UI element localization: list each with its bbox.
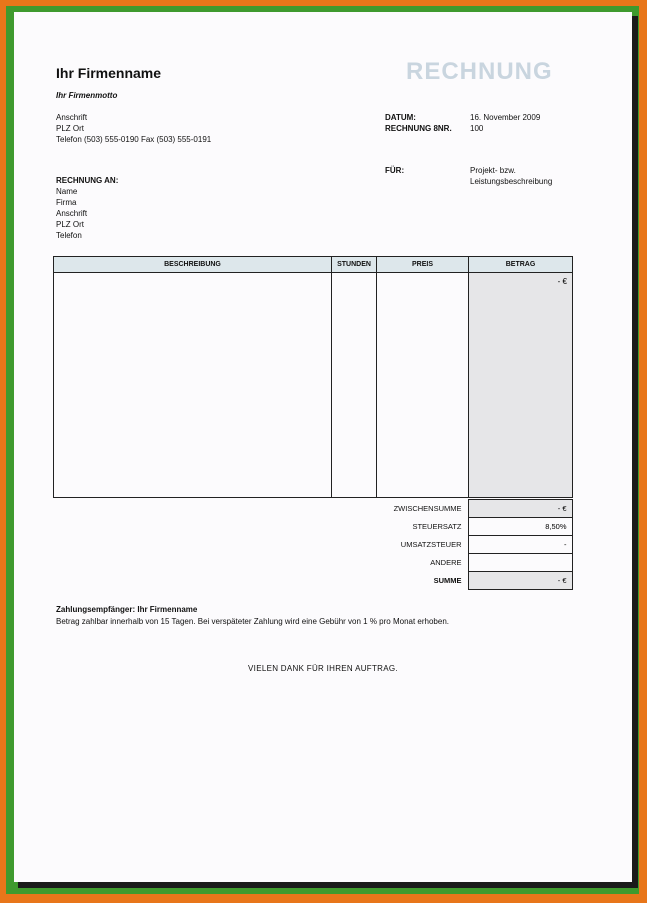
vat-value: -: [468, 536, 572, 554]
for-line: Projekt- bzw.: [470, 166, 516, 175]
bill-to-block: [56, 175, 118, 241]
for-label: FÜR:: [385, 166, 405, 175]
bill-to-line: PLZ Ort: [56, 220, 85, 229]
items-header-row: [54, 257, 573, 273]
payment-terms: Betrag zahlbar innerhalb von 15 Tagen. Bei verspäteter Zahlung wird eine Gebühr von 1 % pro Monat erhoben.: [56, 617, 449, 626]
totals-table: [314, 499, 573, 590]
company-name: Ihr Firmenname: [56, 65, 162, 81]
items-body-row: [54, 273, 573, 498]
header-description: BESCHREIBUNG: [54, 257, 332, 273]
sum-label: SUMME: [433, 576, 462, 585]
invoice-number-value: 100: [470, 124, 484, 133]
items-table: [53, 256, 573, 498]
description-cell[interactable]: [54, 273, 332, 498]
meta-values: [470, 112, 540, 134]
payee-line: Zahlungsempfänger: Ihr Firmenname: [56, 605, 198, 614]
invoice-page: [14, 12, 632, 882]
price-cell[interactable]: [377, 273, 469, 498]
document-title: RECHNUNG: [406, 58, 553, 85]
bill-to-line: Firma: [56, 198, 77, 207]
sum-value: - €: [468, 572, 572, 590]
sender-line: Anschrift: [56, 113, 88, 122]
header-price: PREIS: [377, 257, 469, 273]
bill-to-line: Anschrift: [56, 209, 88, 218]
invoice-number-label: RECHNUNG 8NR.: [385, 124, 452, 133]
vat-label: UMSATZSTEUER: [400, 540, 462, 549]
date-label: DATUM:: [385, 113, 416, 122]
bill-to-line: Telefon: [56, 231, 82, 240]
bill-to-line: Name: [56, 187, 78, 196]
totals-row-taxrate: [314, 518, 572, 536]
amount-value: - €: [557, 277, 567, 286]
meta-labels: [385, 112, 452, 134]
totals-row-subtotal: [314, 500, 572, 518]
amount-cell: [469, 273, 573, 498]
company-motto: Ihr Firmenmotto: [56, 91, 118, 100]
hours-cell[interactable]: [332, 273, 377, 498]
totals-row-sum: [314, 572, 572, 590]
other-value[interactable]: [468, 554, 572, 572]
sender-address: [56, 112, 211, 145]
header-amount: BETRAG: [469, 257, 573, 273]
subtotal-label: ZWISCHENSUMME: [393, 504, 462, 513]
tax-rate-value[interactable]: 8,50%: [468, 518, 572, 536]
date-value: 16. November 2009: [470, 113, 541, 122]
other-label: ANDERE: [430, 558, 462, 567]
bill-to-heading: RECHNUNG AN:: [56, 176, 119, 185]
totals-row-other: [314, 554, 572, 572]
sender-line: Telefon (503) 555-0190 Fax (503) 555-0191: [56, 135, 212, 144]
for-value: [470, 165, 552, 187]
sender-line: PLZ Ort: [56, 124, 85, 133]
totals-row-vat: [314, 536, 572, 554]
thank-you-note: VIELEN DANK FÜR IHREN AUFTRAG.: [248, 664, 398, 673]
subtotal-value: - €: [468, 500, 572, 518]
tax-rate-label: STEUERSATZ: [412, 522, 462, 531]
header-hours: STUNDEN: [332, 257, 377, 273]
for-line: Leistungsbeschreibung: [470, 177, 553, 186]
